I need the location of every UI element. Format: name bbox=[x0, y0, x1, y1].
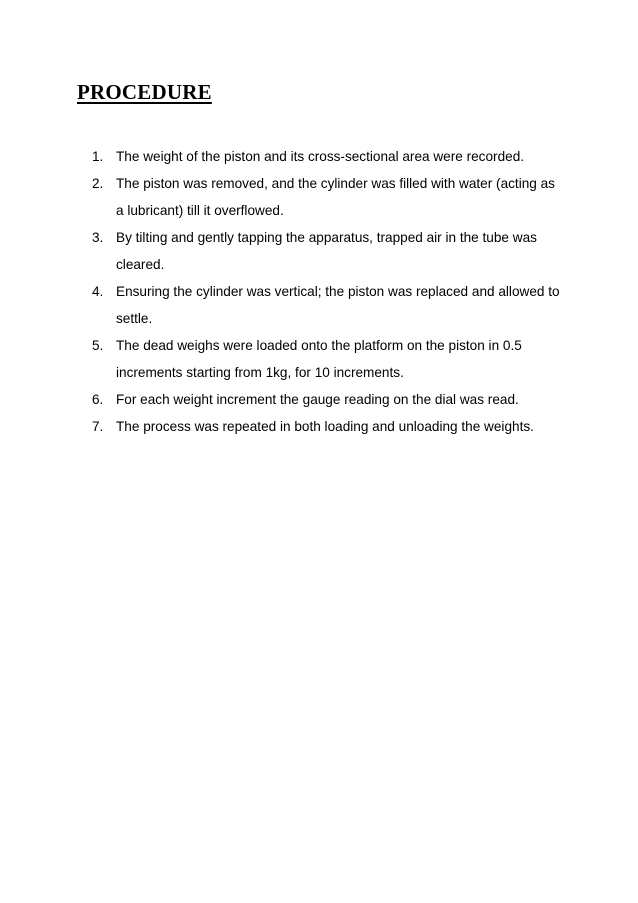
procedure-step bbox=[92, 143, 562, 170]
step-text: The process was repeated in both loading and unloading the weights. bbox=[116, 419, 534, 434]
procedure-step bbox=[92, 386, 562, 413]
step-text: Ensuring the cylinder was vertical; the piston was replaced and allowed to settle. bbox=[116, 284, 560, 326]
procedure-step bbox=[92, 332, 562, 386]
step-number: 7. bbox=[92, 419, 104, 434]
step-text: The weight of the piston and its cross-sectional area were recorded. bbox=[116, 149, 525, 164]
step-number: 6. bbox=[92, 392, 104, 407]
step-number: 1. bbox=[92, 149, 104, 164]
procedure-heading: PROCEDURE bbox=[77, 80, 212, 104]
step-text: For each weight increment the gauge reading on the dial was read. bbox=[116, 392, 519, 407]
procedure-steps-list bbox=[92, 143, 562, 440]
step-number: 2. bbox=[92, 176, 104, 191]
step-text: The piston was removed, and the cylinder was filled with water (acting as a lubricant) till it overflowed. bbox=[116, 176, 555, 218]
step-number: 5. bbox=[92, 338, 104, 353]
procedure-step bbox=[92, 413, 562, 440]
step-text: The dead weighs were loaded onto the platform on the piston in 0.5 increments starting from 1kg, for 10 increments. bbox=[116, 338, 522, 380]
procedure-step bbox=[92, 278, 562, 332]
step-number: 4. bbox=[92, 284, 104, 299]
procedure-step bbox=[92, 170, 562, 224]
step-number: 3. bbox=[92, 230, 104, 245]
procedure-step bbox=[92, 224, 562, 278]
step-text: By tilting and gently tapping the apparatus, trapped air in the tube was cleared. bbox=[116, 230, 537, 272]
